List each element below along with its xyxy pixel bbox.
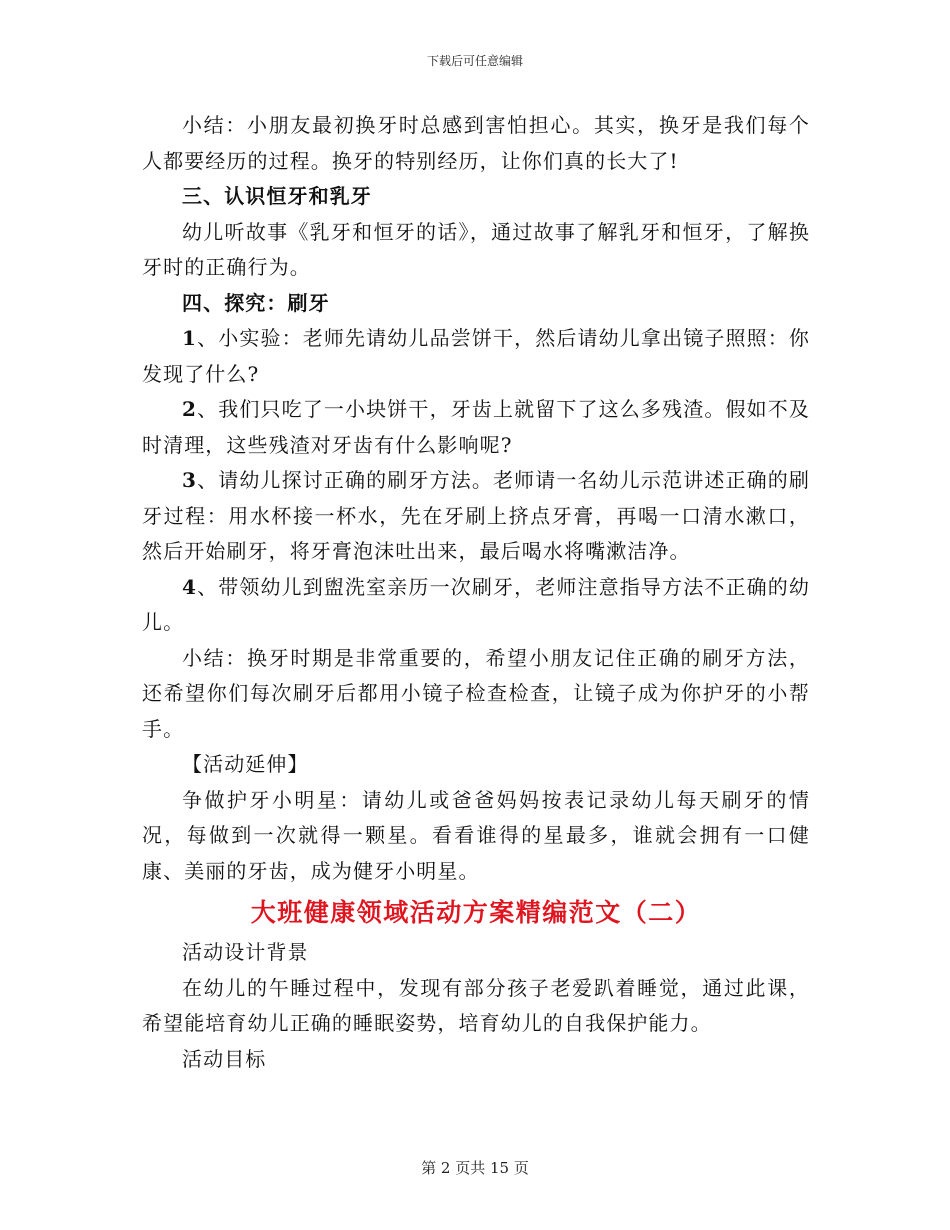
step-3-paragraph	[142, 463, 810, 570]
step-2-text: 、我们只吃了一小块饼干，牙齿上就留下了这么多残渣。假如不及时清理，这些残渣对牙齿有什么影响呢?	[142, 397, 810, 457]
step-2-paragraph	[142, 392, 810, 463]
extension-paragraph: 争做护牙小明星：请幼儿或爸爸妈妈按表记录幼儿每天刷牙的情况，每做到一次就得一颗星。看看谁得的星最多，谁就会拥有一口健康、美丽的牙齿，成为健牙小明星。	[142, 787, 810, 883]
extension-heading: 【活动延伸】	[182, 752, 309, 776]
step-3-text: 、请幼儿探讨正确的刷牙方法。老师请一名幼儿示范讲述正确的刷牙过程：用水杯接一杯水，先在牙刷上挤点牙膏，再喝一口清水漱口，然后开始刷牙，将牙膏泡沫吐出来，最后喝水将嘴漱洁净。	[142, 468, 810, 563]
section-3-paragraph: 幼儿听故事《乳牙和恒牙的话》，通过故事了解乳牙和恒牙，了解换牙时的正确行为。	[142, 219, 810, 279]
step-2-number: 2	[182, 397, 198, 421]
step-1-text: 、小实验：老师先请幼儿品尝饼干，然后请幼儿拿出镜子照照：你发现了什么?	[142, 326, 810, 386]
page-header: 下载后可任意编辑	[426, 54, 523, 68]
step-4-paragraph	[142, 570, 810, 641]
step-4-number: 4	[182, 574, 198, 599]
section-heading-4: 四、探究：刷牙	[182, 290, 330, 315]
step-1-number: 1	[182, 326, 198, 350]
background-paragraph: 在幼儿的午睡过程中，发现有部分孩子老爱趴着睡觉，通过此课，希望能培育幼儿正确的睡眠姿势，培育幼儿的自我保护能力。	[142, 975, 810, 1035]
page-body	[142, 108, 810, 1077]
step-3-number: 3	[182, 468, 198, 492]
background-heading: 活动设计背景	[182, 940, 309, 964]
step-4-text: 、带领幼儿到盥洗室亲历一次刷牙，老师注意指导方法不正确的幼儿。	[142, 574, 810, 634]
document-title: 大班健康领域活动方案精编范文（二）	[250, 898, 702, 927]
goals-heading: 活动目标	[182, 1046, 267, 1071]
summary-paragraph-2: 小结：换牙时期是非常重要的，希望小朋友记住正确的刷牙方法，还希望你们每次刷牙后都用小镜子检查检查，让镜子成为你护牙的小帮手。	[142, 645, 810, 741]
summary-paragraph-1: 小结：小朋友最初换牙时总感到害怕担心。其实，换牙是我们每个人都要经历的过程。换牙的特别经历，让你们真的长大了!	[142, 113, 810, 173]
section-heading-3: 三、认识恒牙和乳牙	[182, 184, 372, 208]
page-footer: 第 2 页共 15 页	[421, 1159, 529, 1177]
step-1-paragraph	[142, 321, 810, 392]
